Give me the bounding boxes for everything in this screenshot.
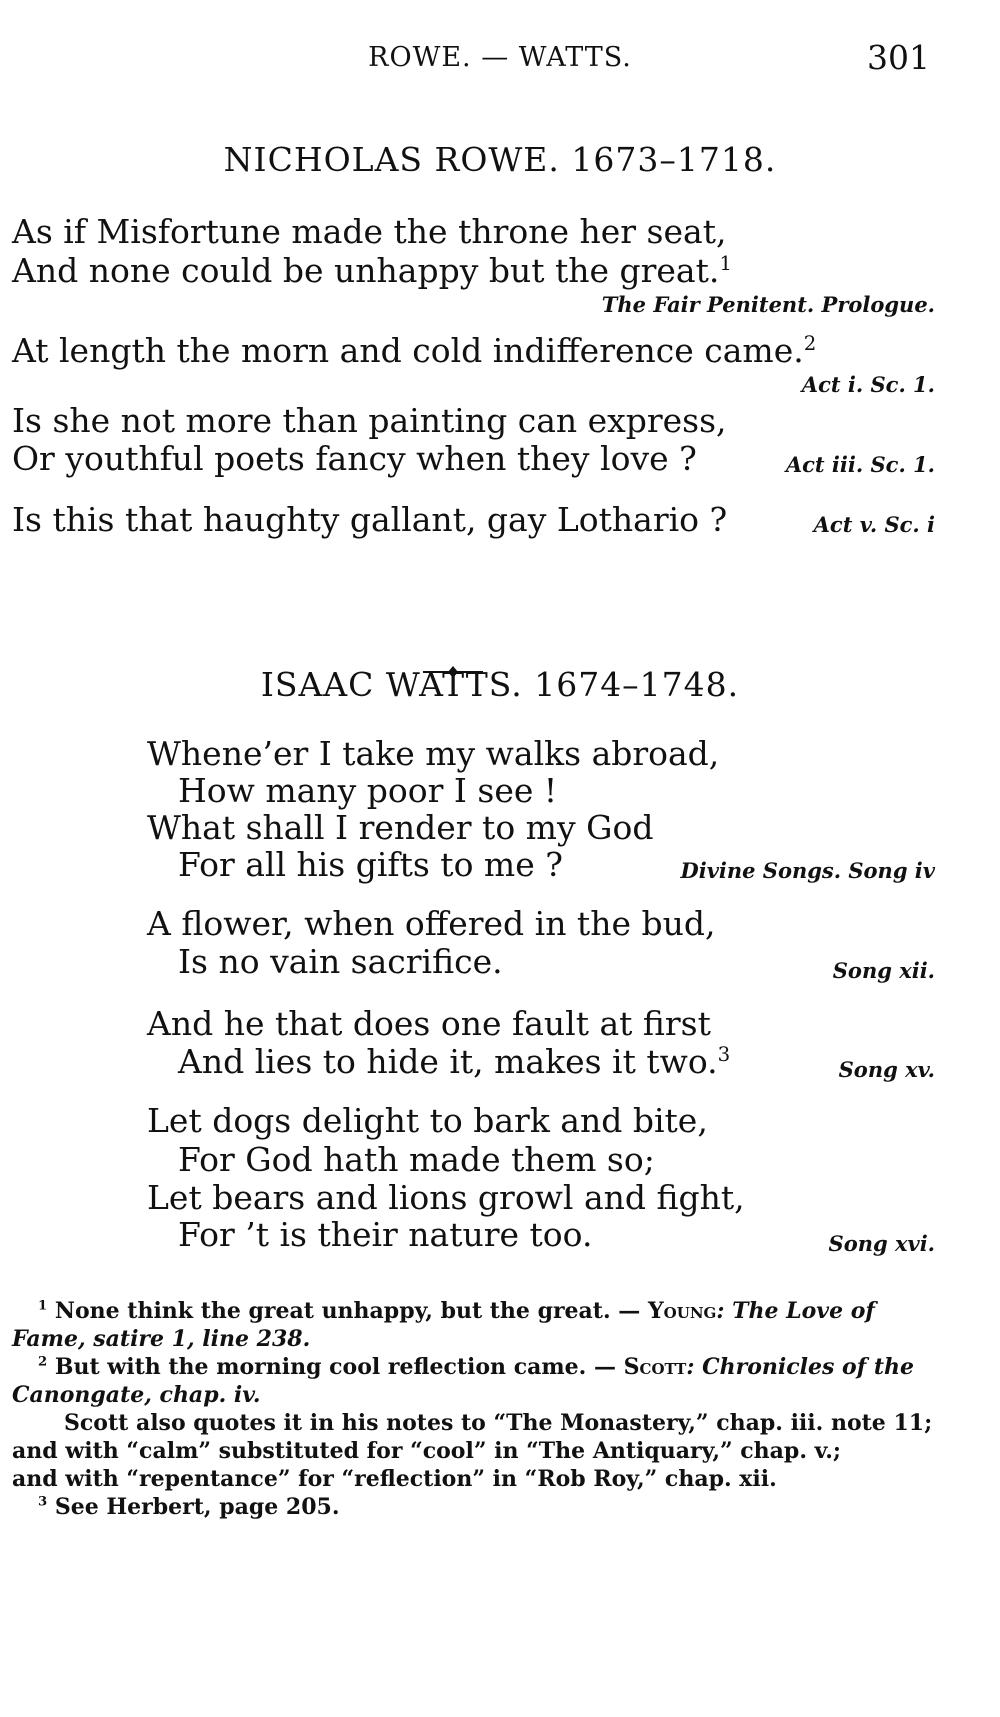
verse-line: And none could be unhappy but the great.$^1$	[12, 251, 732, 290]
verse-line: Is this that haughty gallant, gay Lothario ?	[12, 500, 728, 539]
footnote-1: $^1$ None think the great unhappy, but the great. — Young: The Love of	[38, 1298, 875, 1324]
verse-line: What shall I render to my God	[147, 808, 654, 847]
verse-line: For all his gifts to me ?	[178, 845, 563, 884]
citation: Song xv.	[838, 1057, 935, 1082]
author-heading-rowe: NICHOLAS ROWE. 1673–1718.	[223, 140, 777, 179]
footnote-2-cont: Canongate, chap. iv.	[12, 1382, 261, 1408]
footnote-3: $^3$ See Herbert, page 205.	[38, 1494, 340, 1520]
verse-line: At length the morn and cold indifference came.$^2$	[12, 331, 817, 370]
verse-line: Is no vain sacrifice.	[178, 942, 503, 981]
footnote-2: $^2$ But with the morning cool reflection came. — Scott: Chronicles of the	[38, 1354, 914, 1380]
verse-line: And he that does one fault at first	[147, 1004, 711, 1043]
footnote-2-extra: Scott also quotes it in his notes to “The Monastery,” chap. iii. note 11;	[64, 1410, 933, 1436]
footnote-2-extra: and with “calm” substituted for “cool” in “The Antiquary,” chap. v.;	[12, 1438, 841, 1464]
verse-line: Let bears and lions growl and fight,	[147, 1178, 745, 1217]
author-heading-watts: ISAAC WATTS. 1674–1748.	[260, 665, 740, 704]
verse-line: Is she not more than painting can express,	[12, 401, 727, 440]
footnote-ref: 3	[717, 1043, 731, 1066]
verse-line: Let dogs delight to bark and bite,	[147, 1101, 708, 1140]
footnote-1-cont: Fame, satire 1, line 238.	[12, 1326, 311, 1352]
citation: Song xii.	[832, 958, 935, 983]
citation: The Fair Penitent. Prologue.	[601, 292, 935, 317]
footnote-ref: 2	[803, 332, 817, 355]
citation: Act i. Sc. 1.	[801, 372, 935, 397]
page-number: 301	[867, 38, 930, 77]
footnote-ref: 1	[719, 252, 732, 275]
verse-line: As if Misfortune made the throne her seat,	[12, 212, 727, 251]
verse-line: A flower, when offered in the bud,	[147, 904, 716, 943]
citation: Act iii. Sc. 1.	[785, 452, 935, 477]
verse-line: Whene’er I take my walks abroad,	[147, 734, 720, 773]
verse-line: How many poor I see !	[178, 771, 558, 810]
verse-line: For God hath made them so;	[178, 1140, 655, 1179]
verse-line: For ’t is their nature too.	[178, 1215, 593, 1254]
verse-line: Or youthful poets fancy when they love ?	[12, 439, 697, 478]
citation: Song xvi.	[828, 1231, 935, 1256]
running-title: ROWE. — WATTS.	[368, 42, 632, 73]
footnote-2-extra: and with “repentance” for “reflection” in “Rob Roy,” chap. xii.	[12, 1466, 777, 1492]
citation: Act v. Sc. i	[813, 512, 935, 537]
citation: Divine Songs. Song iv	[680, 858, 935, 883]
verse-line: And lies to hide it, makes it two.$^3$	[178, 1042, 731, 1081]
